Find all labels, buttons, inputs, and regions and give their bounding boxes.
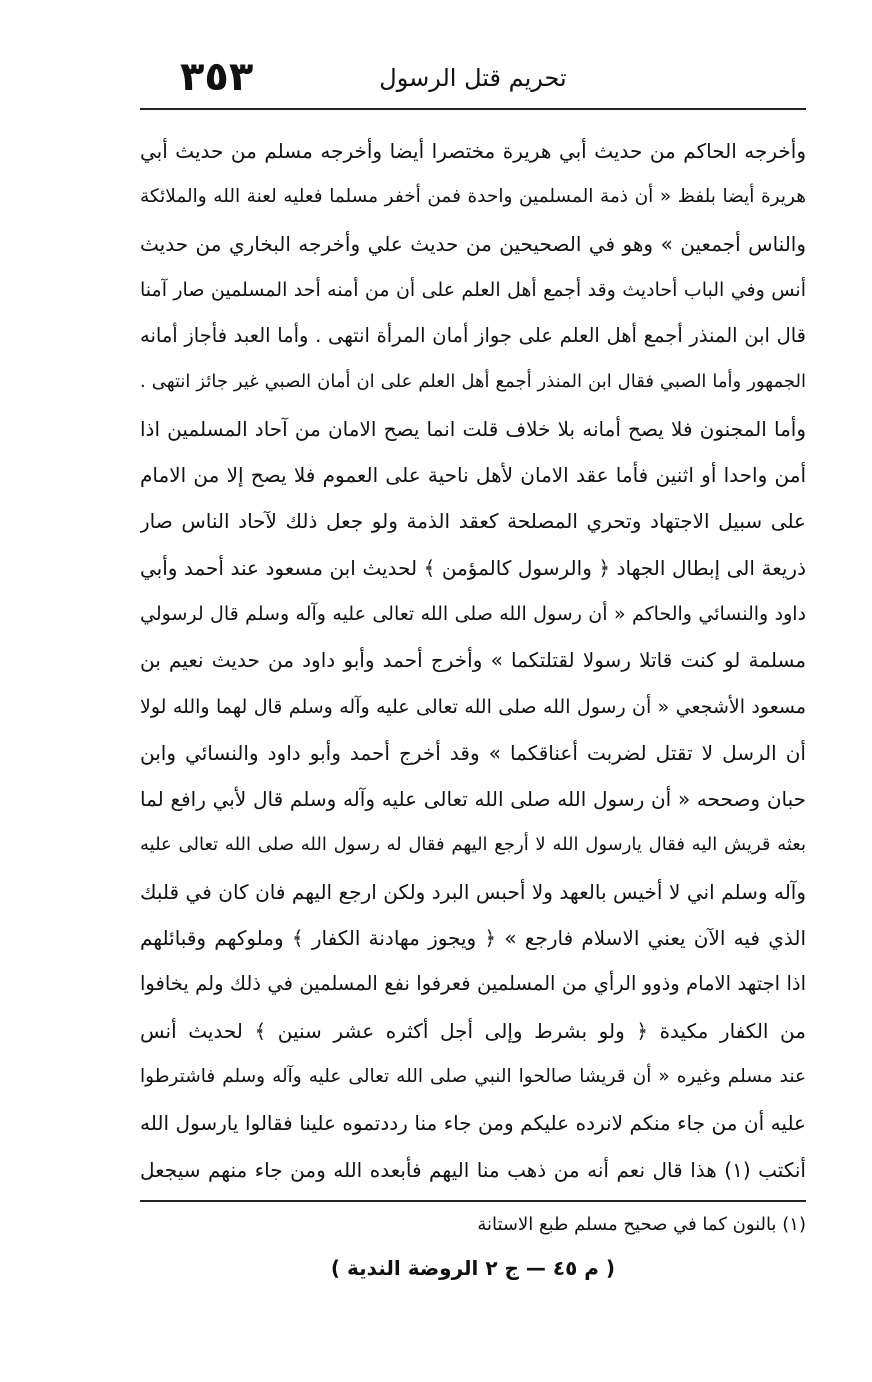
text-line: وأما المجنون فلا يصح أمانه بلا خلاف قلت انما يصح الامان من آحاد المسلمين اذا: [140, 416, 806, 441]
running-title: تحريم قتل الرسول: [379, 64, 567, 92]
footnote-divider: [140, 1200, 806, 1202]
text-line: مسعود الأشجعي « أن رسول الله صلى الله تعالى عليه وآله وسلم قال لهما والله لولا: [140, 695, 806, 718]
text-line: أنكتب (١) هذا قال نعم أنه من ذهب منا اليهم فأبعده الله ومن جاء منهم سيجعل: [140, 1157, 806, 1182]
text-line: أمن واحدا أو اثنين فأما عقد الامان لأهل ناحية على العموم فلا يصح إلا من الامام: [140, 463, 806, 488]
text-line: على سبيل الاجتهاد وتحري المصلحة كعقد الذمة ولو جعل ذلك لآحاد الناس صار: [140, 509, 806, 534]
text-line: اذا اجتهد الامام وذوو الرأي من المسلمين فعرفوا نفع المسلمين في ذلك ولم يخافوا: [140, 972, 806, 996]
text-line: والناس أجمعين » وهو في الصحيحين من حديث علي وأخرجه البخاري من حديث: [140, 231, 806, 256]
text-line: مسلمة لو كنت قاتلا رسولا لقتلتكما » وأخرج أحمد وأبو داود من حديث نعيم بن: [140, 648, 806, 673]
text-line: هريرة أيضا بلفظ « أن ذمة المسلمين واحدة فمن أخفر مسلما فعليه لعنة الله والملائكة: [140, 186, 806, 208]
text-line: أنس وفي الباب أحاديث وقد أجمع أهل العلم على أن من أمنه أحد المسلمين صار آمنا: [140, 278, 806, 301]
page-number: ٣٥٣: [180, 54, 254, 100]
text-line: أن الرسل لا تقتل لضربت أعناقكما » وقد أخرج أحمد وأبو داود والنسائي وابن: [140, 740, 806, 765]
text-line: الذي فيه الآن يعني الاسلام فارجع » ﴿ ويجوز مهادنة الكفار ﴾ وملوكهم وقبائلهم: [140, 926, 806, 951]
page-header: [140, 48, 806, 108]
text-line: عليه أن من جاء منكم لانرده عليكم ومن جاء منا رددتموه علينا فقالوا يارسول الله: [140, 1111, 806, 1136]
footnote: (١) بالنون كما في صحيح مسلم طبع الاستانة: [477, 1214, 806, 1235]
text-line: داود والنسائي والحاكم « أن رسول الله صلى الله تعالى عليه وآله وسلم قال لرسولي: [140, 602, 806, 625]
printer-signature: ( م ٤٥ — ج ٢ الروضة الندية ): [330, 1256, 616, 1280]
text-line: من الكفار مكيدة ﴿ ولو بشرط وإلى أجل أكثره عشر سنين ﴾ لحديث أنس: [140, 1018, 806, 1043]
text-line: الجمهور وأما الصبي فقال ابن المنذر أجمع أهل العلم على ان أمان الصبي غير جائز انتهى .: [140, 371, 806, 393]
text-line: قال ابن المنذر أجمع أهل العلم على جواز أمان المرأة انتهى . وأما العبد فأجاز أمانه: [140, 324, 806, 348]
text-line: ذريعة الى إبطال الجهاد ﴿ والرسول كالمؤمن ﴾ لحديث ابن مسعود عند أحمد وأبي: [140, 555, 806, 580]
text-line: وأخرجه الحاكم من حديث أبي هريرة مختصرا أيضا وأخرجه مسلم من حديث أبي: [140, 139, 806, 163]
text-line: عند مسلم وغيره « أن قريشا صالحوا النبي صلى الله تعالى عليه وآله وسلم فاشترطوا: [140, 1065, 806, 1087]
text-line: حبان وصححه « أن رسول الله صلى الله تعالى عليه وآله وسلم قال لأبي رافع لما: [140, 787, 806, 812]
main-text: [140, 128, 806, 1193]
header-divider: [140, 108, 806, 110]
text-line: وآله وسلم اني لا أخيس بالعهد ولا أحبس البرد ولكن ارجع اليهم فان كان في قلبك: [140, 879, 806, 904]
text-line: بعثه قريش اليه فقال يارسول الله لا أرجع اليهم فقال له رسول الله صلى الله تعالى عليه: [140, 834, 806, 856]
